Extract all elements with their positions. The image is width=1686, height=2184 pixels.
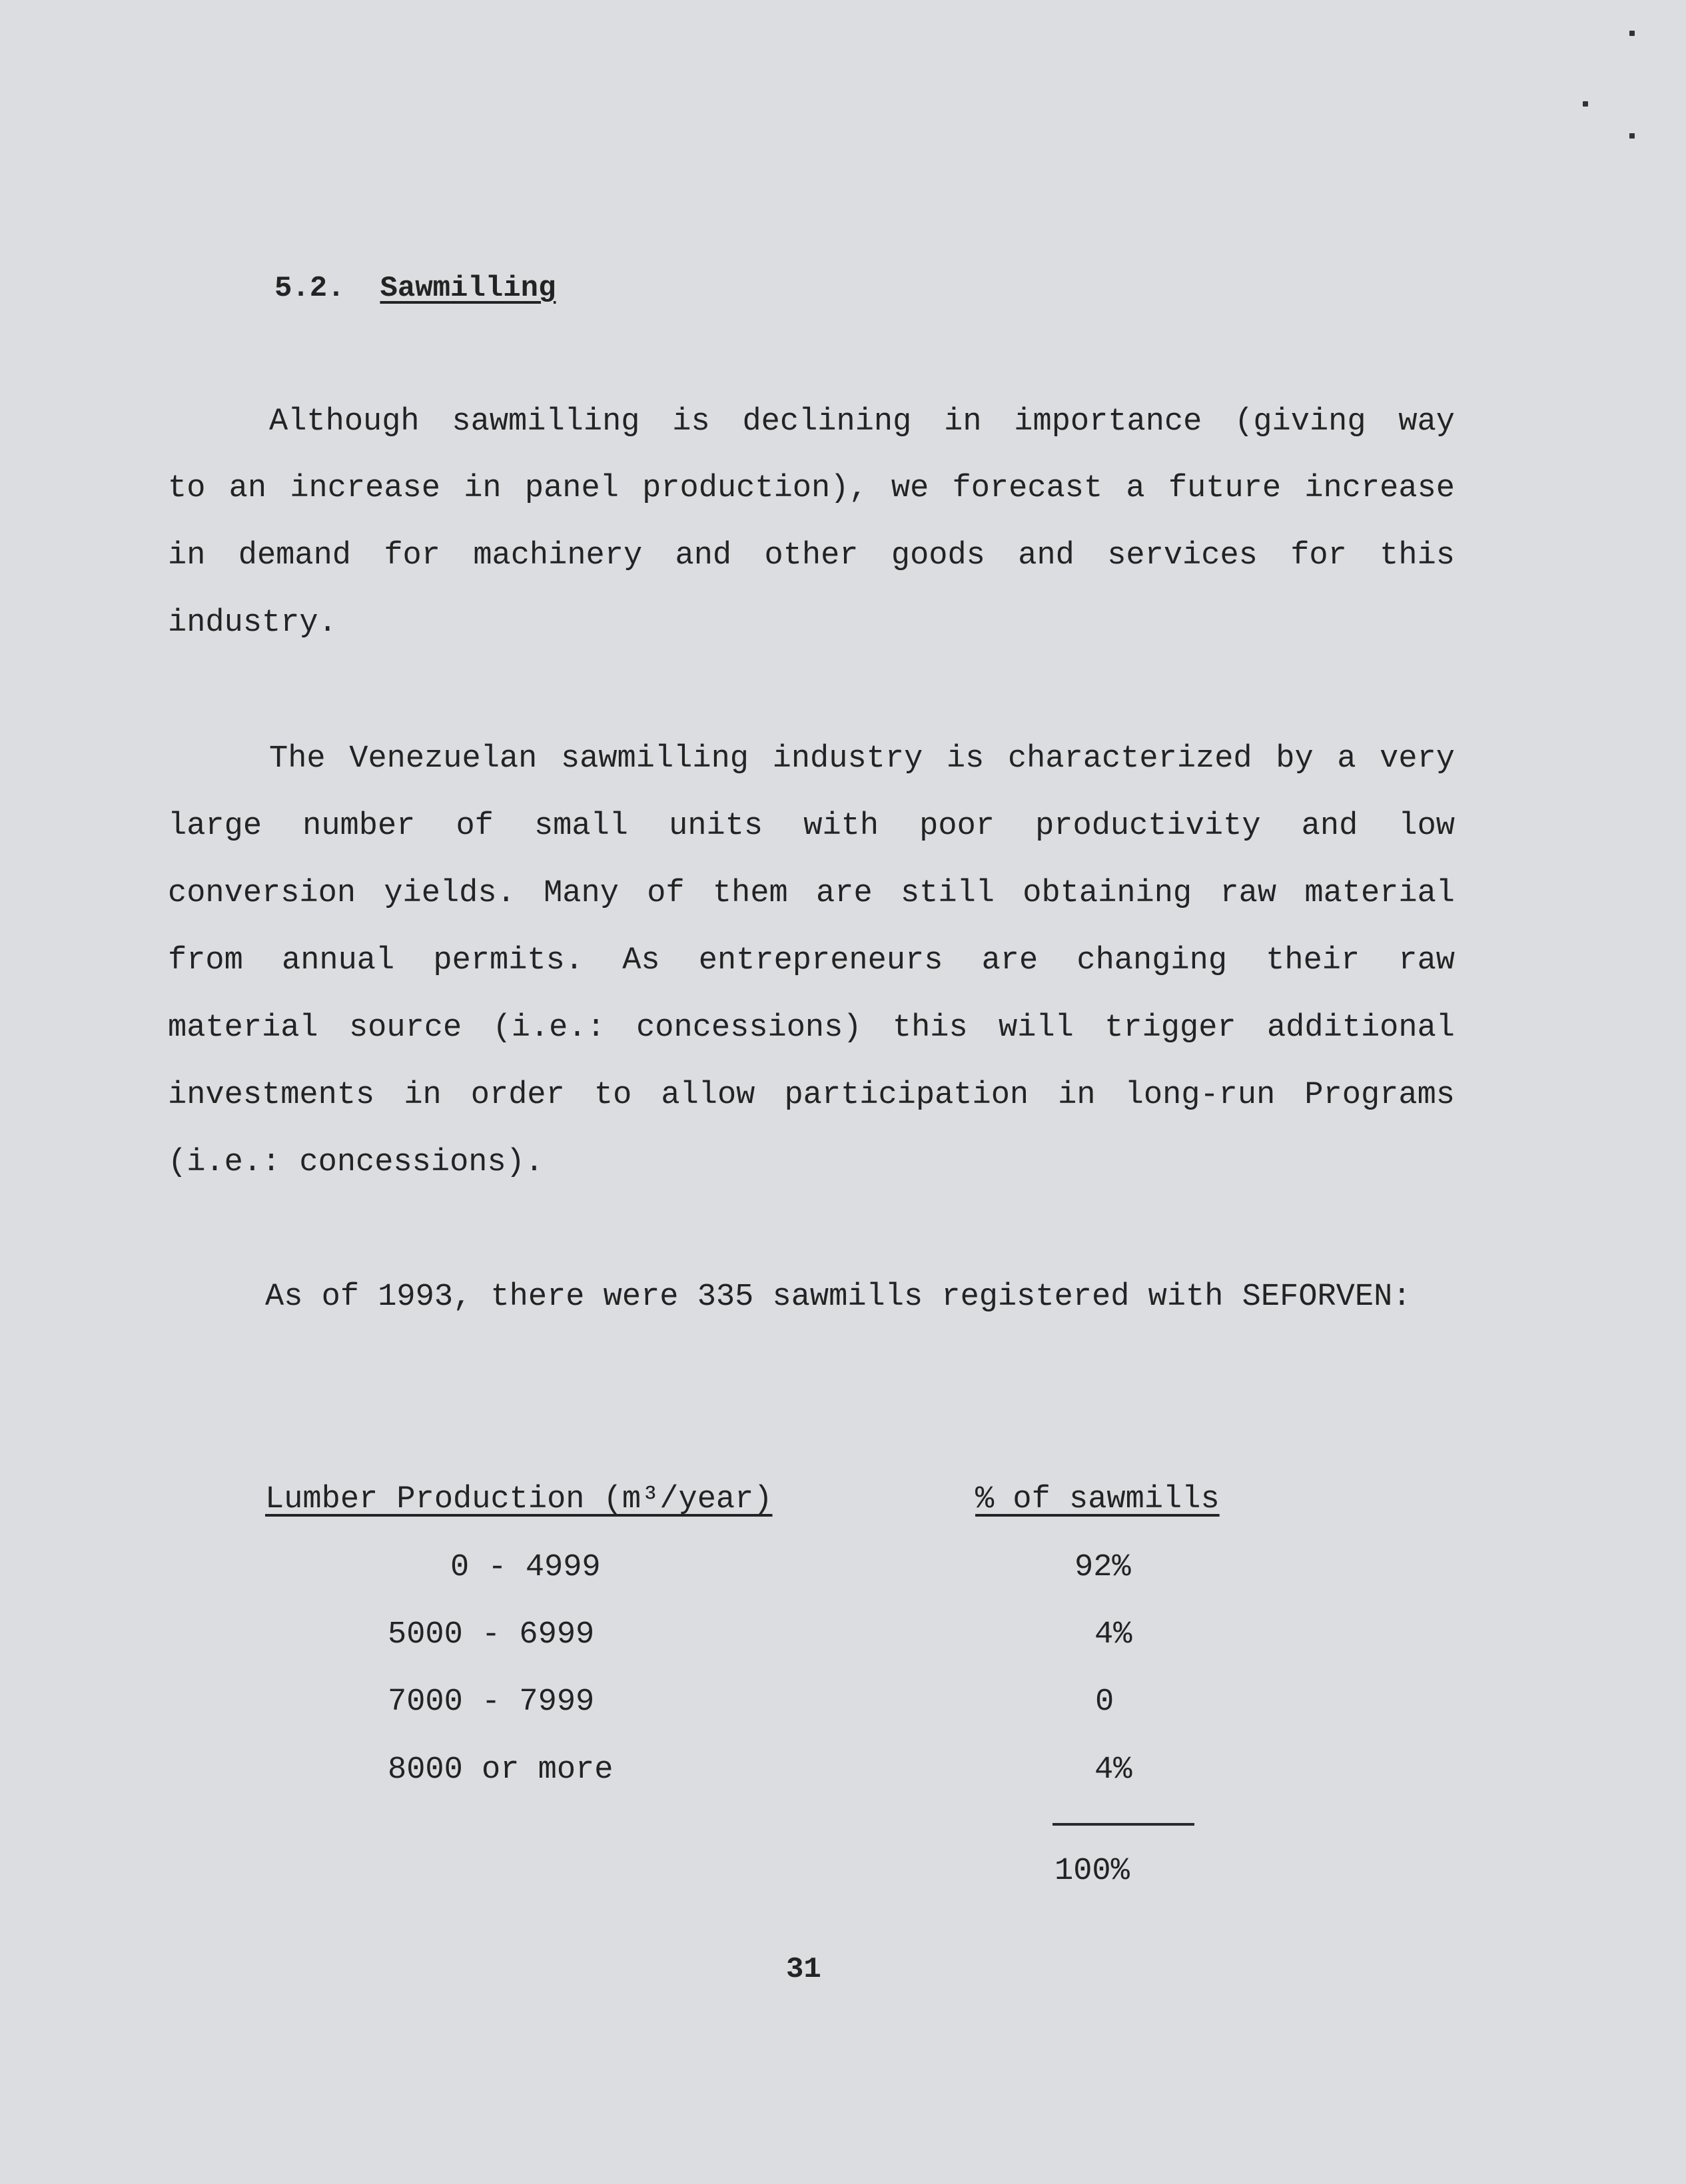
table-cell-range: 7000 - 7999 (388, 1684, 595, 1720)
scan-speck (1583, 101, 1588, 107)
scan-speck (1629, 133, 1635, 139)
paragraph-1-line: in demand for machinery and other goods and services for this (168, 538, 1455, 573)
paragraph-1-line: to an increase in panel production), we forecast a future increase (168, 471, 1455, 506)
paragraph-2-line: investments in order to allow participation in long-run Programs (168, 1078, 1455, 1113)
section-heading (274, 272, 556, 305)
table-cell-percent: 4% (1094, 1617, 1132, 1652)
paragraph-1-line: industry. (168, 605, 337, 641)
table-cell-percent: 92% (1074, 1550, 1131, 1585)
paragraph-2-line: material source (i.e.: concessions) this will trigger additional (168, 1010, 1455, 1046)
paragraph-2-line: conversion yields. Many of them are still obtaining raw material (168, 876, 1455, 911)
table-header-percent: % of sawmills (975, 1482, 1220, 1517)
paragraph-2-line: from annual permits. As entrepreneurs are changing their raw (168, 943, 1455, 978)
section-number: 5.2. (274, 272, 345, 305)
page-number: 31 (786, 1953, 821, 1986)
table-cell-range: 8000 or more (388, 1752, 614, 1788)
table-cell-percent: 0 (1095, 1684, 1114, 1720)
table-total: 100% (1054, 1854, 1130, 1889)
paragraph-2-line: The Venezuelan sawmilling industry is characterized by a very (269, 741, 1455, 777)
paragraph-2-line: large number of small units with poor productivity and low (168, 809, 1455, 844)
table-cell-percent: 4% (1094, 1752, 1132, 1788)
paragraph-1-line: Although sawmilling is declining in importance (giving way (269, 404, 1455, 440)
total-rule (1053, 1823, 1194, 1826)
paragraph-3-line: As of 1993, there were 335 sawmills registered with SEFORVEN: (265, 1279, 1412, 1315)
paragraph-2-line: (i.e.: concessions). (168, 1145, 544, 1180)
table-cell-range: 5000 - 6999 (388, 1617, 595, 1652)
scan-speck (1629, 31, 1635, 36)
table-cell-range: 0 - 4999 (450, 1550, 601, 1585)
section-title: Sawmilling (380, 272, 556, 305)
table-header-production: Lumber Production (m³/year) (265, 1482, 773, 1517)
